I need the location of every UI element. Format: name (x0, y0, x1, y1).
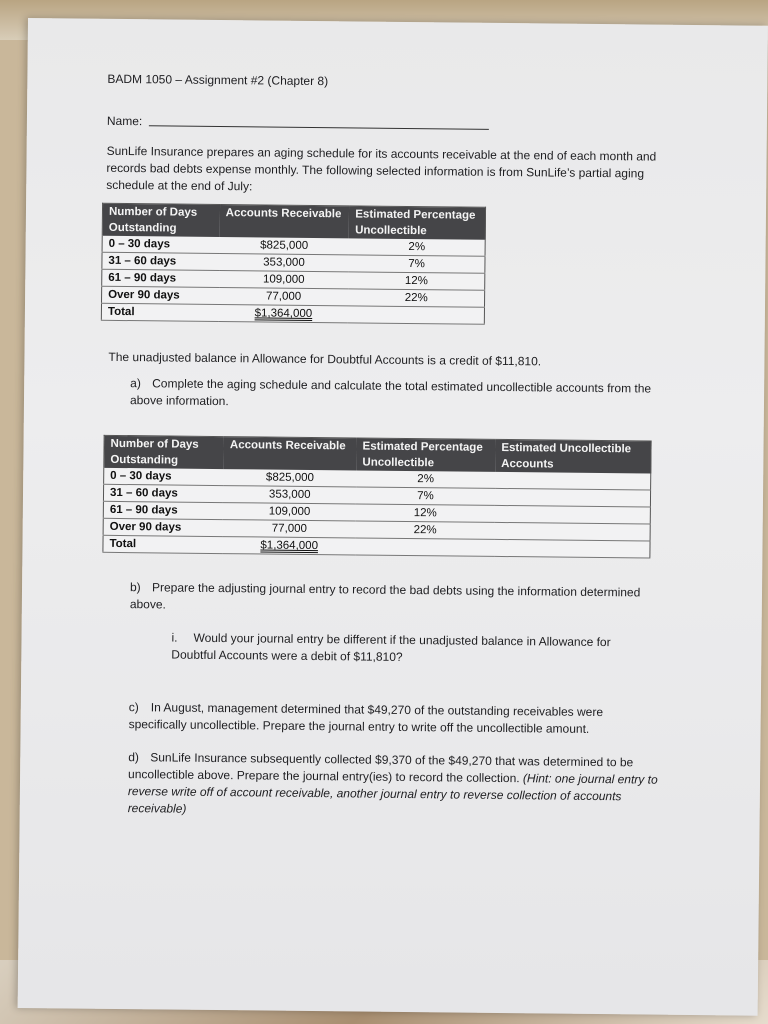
question-c-label: c) (128, 700, 139, 715)
assignment-title: BADM 1050 – Assignment #2 (Chapter 8) (107, 71, 329, 89)
pct-cell: 22% (348, 289, 484, 307)
name-label: Name: (106, 113, 143, 129)
intro-paragraph: SunLife Insurance prepares an aging schedule for its accounts receivable at the end of each month and records bad debts expense monthly. The following selected information is from SunLife’s partial aging schedule at the end of July: (106, 143, 657, 194)
header-est: Estimated Uncollectible Accounts (495, 439, 651, 473)
total-ar: $1,364,000 (260, 539, 319, 553)
ar-cell: 353,000 (219, 254, 349, 272)
days-cell: 61 – 90 days (102, 269, 219, 287)
ar-cell: 77,000 (219, 288, 349, 306)
header-days: Number of Days Outstanding (104, 435, 224, 469)
header-pct: Estimated Percentage Uncollectible (356, 438, 495, 472)
question-a (130, 375, 660, 415)
aging-schedule-table-1 (101, 203, 486, 325)
allowance-balance-text: The unadjusted balance in Allowance for Doubtful Accounts is a credit of $11,810. (108, 349, 542, 369)
question-c-text: In August, management determined that $49,270 of the outstanding receivables were specifically uncollectible. Prepare the journal entry to write off the uncollectible amount. (128, 700, 604, 736)
ar-cell: 109,000 (223, 503, 356, 521)
question-b (130, 579, 660, 619)
question-b-text: Prepare the adjusting journal entry to record the bad debts using the information determined above. (129, 580, 641, 612)
question-d-label: d) (128, 750, 140, 765)
pct-cell: 12% (349, 272, 485, 290)
header-ar: Accounts Receivable (224, 437, 357, 471)
question-b-i-label: i. (171, 630, 178, 645)
question-a-text: Complete the aging schedule and calculate the total estimated uncollectible accounts from the above information. (129, 376, 652, 409)
days-cell: Over 90 days (103, 518, 223, 536)
table-header-row (102, 203, 485, 240)
pct-cell: 22% (356, 521, 495, 539)
total-label: Total (101, 303, 218, 321)
question-c (129, 699, 659, 739)
question-b-label: b) (129, 580, 141, 595)
name-field-line (149, 125, 489, 130)
question-b-i-text: Would your journal entry be different if the unadjusted balance in Allowance for Doubtful Accounts were a debit of $11,810? (171, 630, 611, 664)
ar-cell: $825,000 (219, 237, 349, 255)
days-cell: Over 90 days (102, 286, 219, 304)
header-pct: Estimated Percentage Uncollectible (349, 206, 486, 240)
days-cell: 31 – 60 days (102, 252, 219, 270)
total-label: Total (103, 535, 223, 553)
estimate-cell-empty (495, 472, 651, 490)
days-cell: 61 – 90 days (103, 501, 223, 519)
ar-cell: $825,000 (224, 469, 357, 487)
question-d-text: SunLife Insurance subsequently collected $9,370 of the $49,270 that was determined to be uncollectible above. Prepare the journal entry(ies) to record the collection. (128, 750, 634, 786)
days-cell: 0 – 30 days (104, 468, 224, 486)
pct-cell: 7% (349, 255, 485, 273)
question-b-i (171, 630, 631, 669)
pct-cell: 7% (356, 487, 495, 505)
estimate-cell-empty (495, 488, 651, 507)
question-d-hint: (Hint: one journal entry to reverse write off of account receivable, another journal entry to reverse collection of accounts receivable) (127, 771, 658, 816)
header-ar: Accounts Receivable (219, 205, 349, 239)
ar-cell: 77,000 (223, 520, 356, 538)
assignment-sheet (18, 18, 768, 1016)
days-cell: 31 – 60 days (103, 484, 223, 502)
pct-cell: 2% (356, 470, 495, 488)
aging-schedule-table-2 (102, 435, 651, 559)
question-d (128, 749, 659, 823)
ar-cell: 109,000 (219, 271, 349, 289)
estimate-cell-empty (495, 505, 651, 524)
pct-cell: 12% (356, 504, 495, 522)
ar-cell: 353,000 (223, 486, 356, 504)
pct-cell: 2% (349, 238, 485, 256)
total-ar: $1,364,000 (254, 307, 313, 320)
question-a-label: a) (130, 376, 141, 391)
estimate-cell-empty (494, 522, 650, 541)
total-row (101, 303, 484, 324)
days-cell: 0 – 30 days (102, 236, 219, 254)
header-days: Number of Days Outstanding (102, 203, 220, 237)
